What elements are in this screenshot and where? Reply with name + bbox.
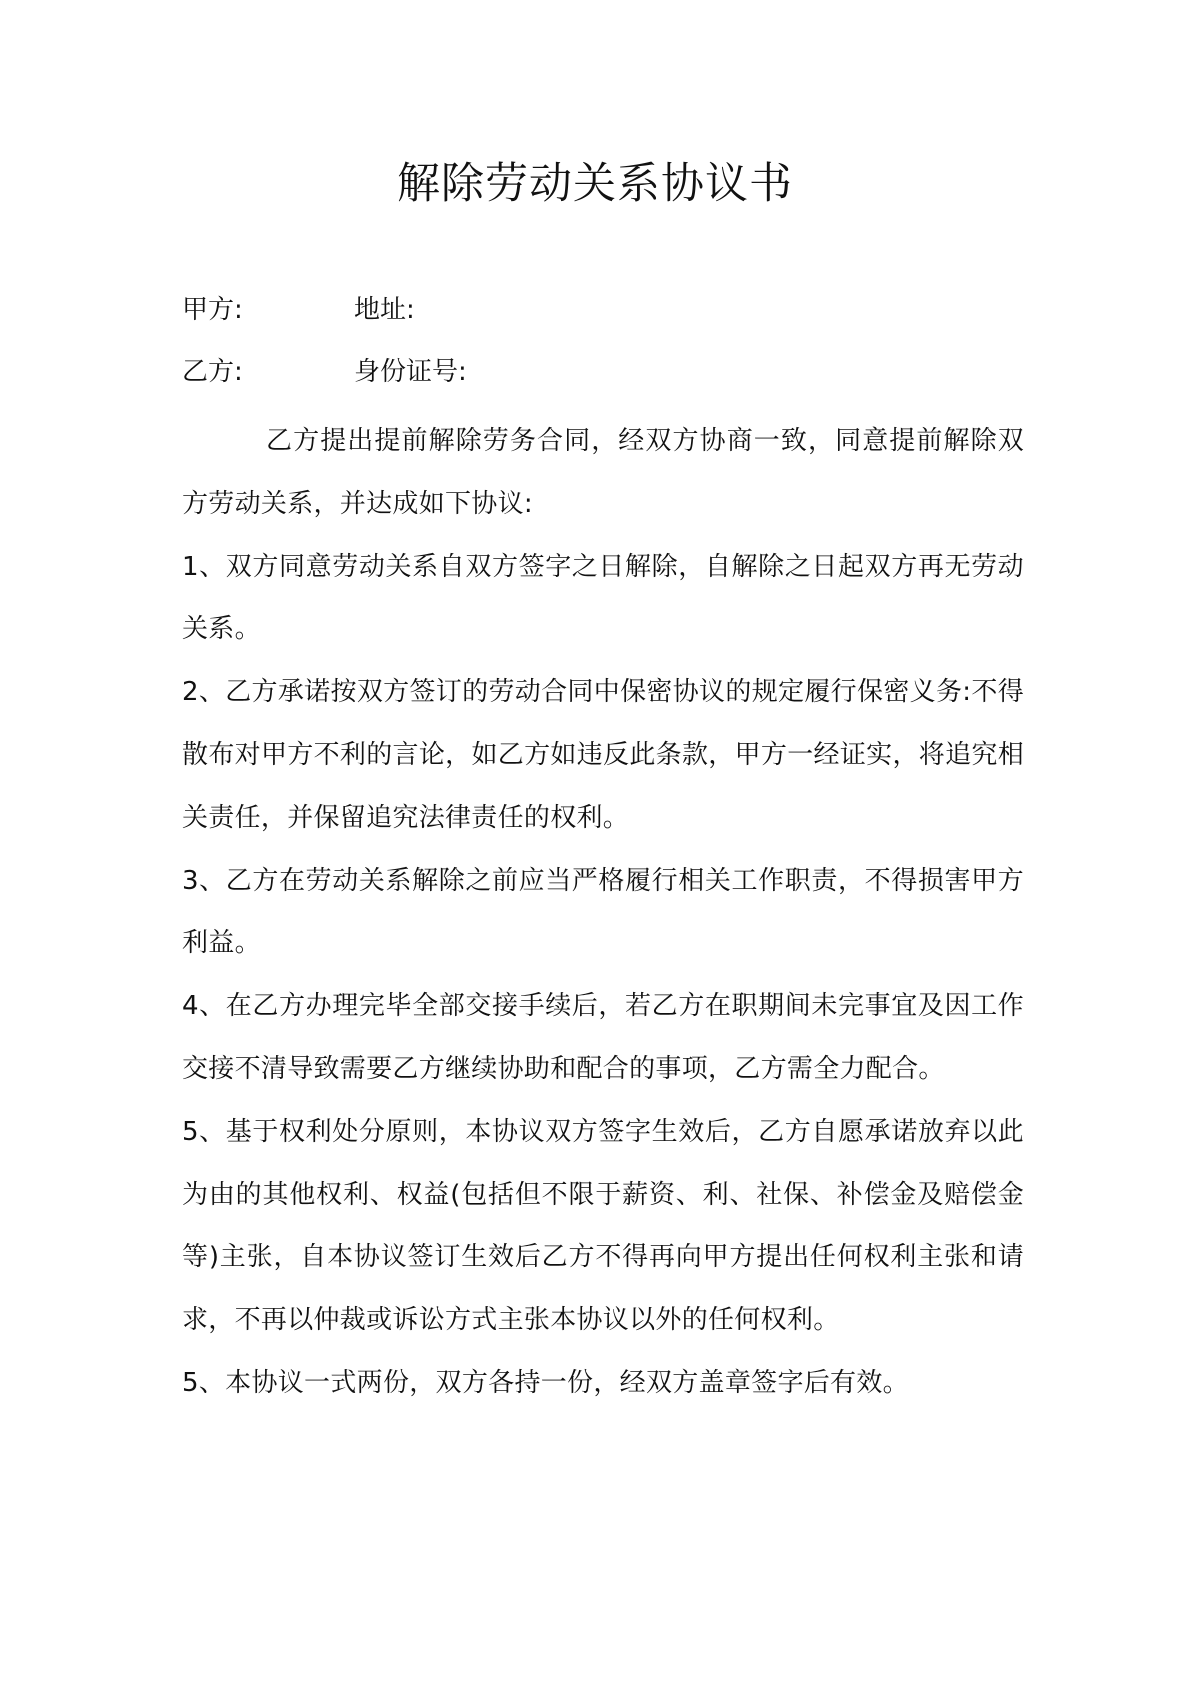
clause-1: 1、双方同意劳动关系自双方签字之日解除，自解除之日起双方再无劳动关系。 xyxy=(182,551,1024,645)
clause-3: 3、乙方在劳动关系解除之前应当严格履行相关工作职责，不得损害甲方利益。 xyxy=(182,865,1024,959)
party-b-label: 乙方: xyxy=(182,357,243,387)
address-label: 地址: xyxy=(354,295,415,325)
id-number-label: 身份证号: xyxy=(354,357,467,387)
intro-paragraph: 乙方提出提前解除劳务合同，经双方协商一致，同意提前解除双方劳动关系，并达成如下协议: xyxy=(182,426,1024,519)
clause-6: 5、本协议一式两份，双方各持一份，经双方盖章签字后有效。 xyxy=(182,1367,909,1398)
agreement-body xyxy=(182,410,1024,1415)
clause-5: 5、基于权利处分原则，本协议双方签字生效后，乙方自愿承诺放弃以此为由的其他权利、权益(包括但不限于薪资、利、社保、补偿金及赔偿金等)主张，自本协议签订生效后乙方不得再向甲方提出任何权利主张和请求，不再以仲裁或诉讼方式主张本协议以外的任何权利。 xyxy=(182,1116,1024,1336)
party-a-row xyxy=(182,290,1022,330)
clause-2: 2、乙方承诺按双方签订的劳动合同中保密协议的规定履行保密义务:不得散布对甲方不利的言论，如乙方如违反此条款，甲方一经证实，将追究相关责任，并保留追究法律责任的权利。 xyxy=(182,677,1024,833)
clause-4: 4、在乙方办理完毕全部交接手续后，若乙方在职期间未完事宜及因工作交接不清导致需要乙方继续协助和配合的事项，乙方需全力配合。 xyxy=(182,991,1024,1084)
party-a-label: 甲方: xyxy=(182,295,243,325)
party-b-row xyxy=(182,352,1022,392)
document-title: 解除劳动关系协议书 xyxy=(397,159,793,209)
